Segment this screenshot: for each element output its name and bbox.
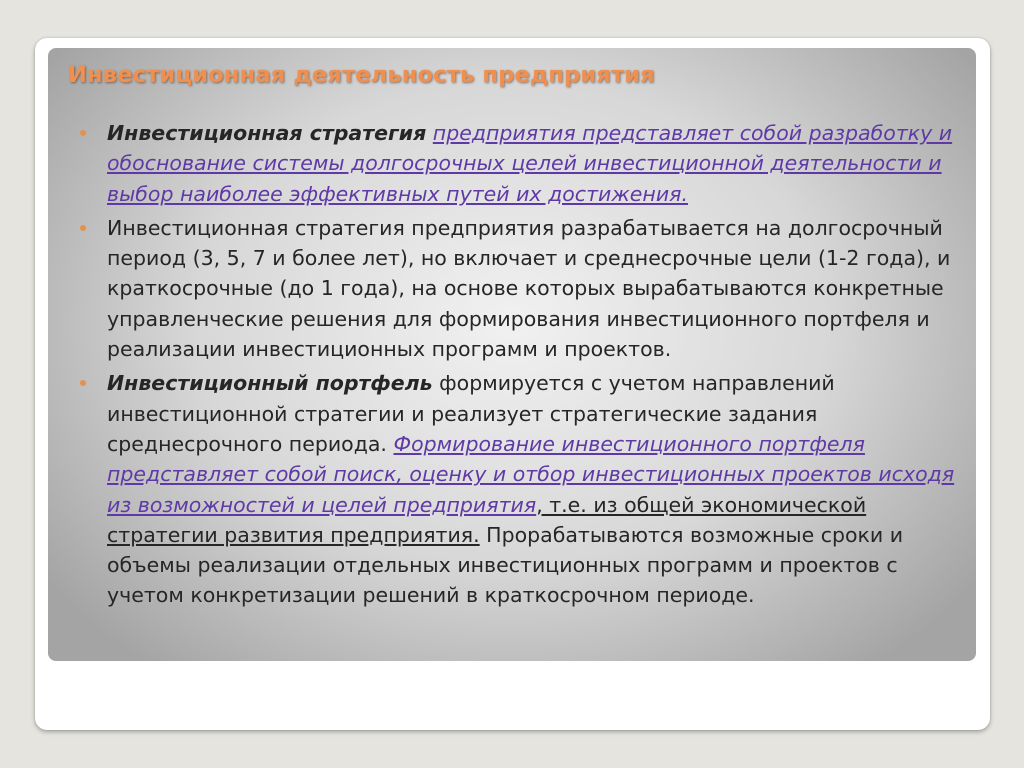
term-investment-portfolio: Инвестиционный портфель: [107, 371, 433, 396]
bullet-item-strategy-definition: [80, 118, 960, 209]
portfolio-closing-text: Прорабатываются возможные сроки и объемы реализации отдельных инвестиционных программ и проектов с учетом конкретизации решений в краткосрочном периоде.: [107, 522, 904, 608]
portfolio-description-text: формируется с учетом направлений инвестиционной стратегии и реализует стратегические задания среднесрочного периода.: [107, 371, 835, 456]
portfolio-strategy-underlined-text: , т.е. из общей экономической стратегии развития предприятия.: [107, 492, 867, 547]
bullet-marker-icon: [80, 130, 86, 136]
strategy-period-text: Инвестиционная стратегия предприятия разрабатывается на долгосрочный период (3, 5, 7 и более лет), но включает и среднесрочные цели (1-2 года), и краткосрочные (до 1 года), на основе которых вырабатываются конкретные управленческие решения для формирования инвестиционного портфеля и реализации инвестиционных программ и проектов.: [107, 215, 951, 362]
strategy-definition-link[interactable]: предприятия представляет собой разработку и обоснование системы долгосрочных целей инвестиционной деятельности и выбор наиболее эффективных путей их достижения.: [107, 121, 953, 206]
slide-title: Инвестиционная деятельность предприятия: [68, 62, 655, 88]
bullet-marker-icon: [80, 380, 86, 386]
bullet-marker-icon: [80, 225, 86, 231]
portfolio-formation-link[interactable]: Формирование инвестиционного портфеля представляет собой поиск, оценку и отбор инвестиционных проектов исходя из возможностей и целей предприятия: [107, 431, 955, 517]
bullet-item-portfolio: [80, 368, 960, 610]
bullet-list: [80, 118, 960, 615]
bullet-item-strategy-period: [80, 213, 960, 364]
term-investment-strategy: Инвестиционная стратегия: [107, 121, 427, 145]
